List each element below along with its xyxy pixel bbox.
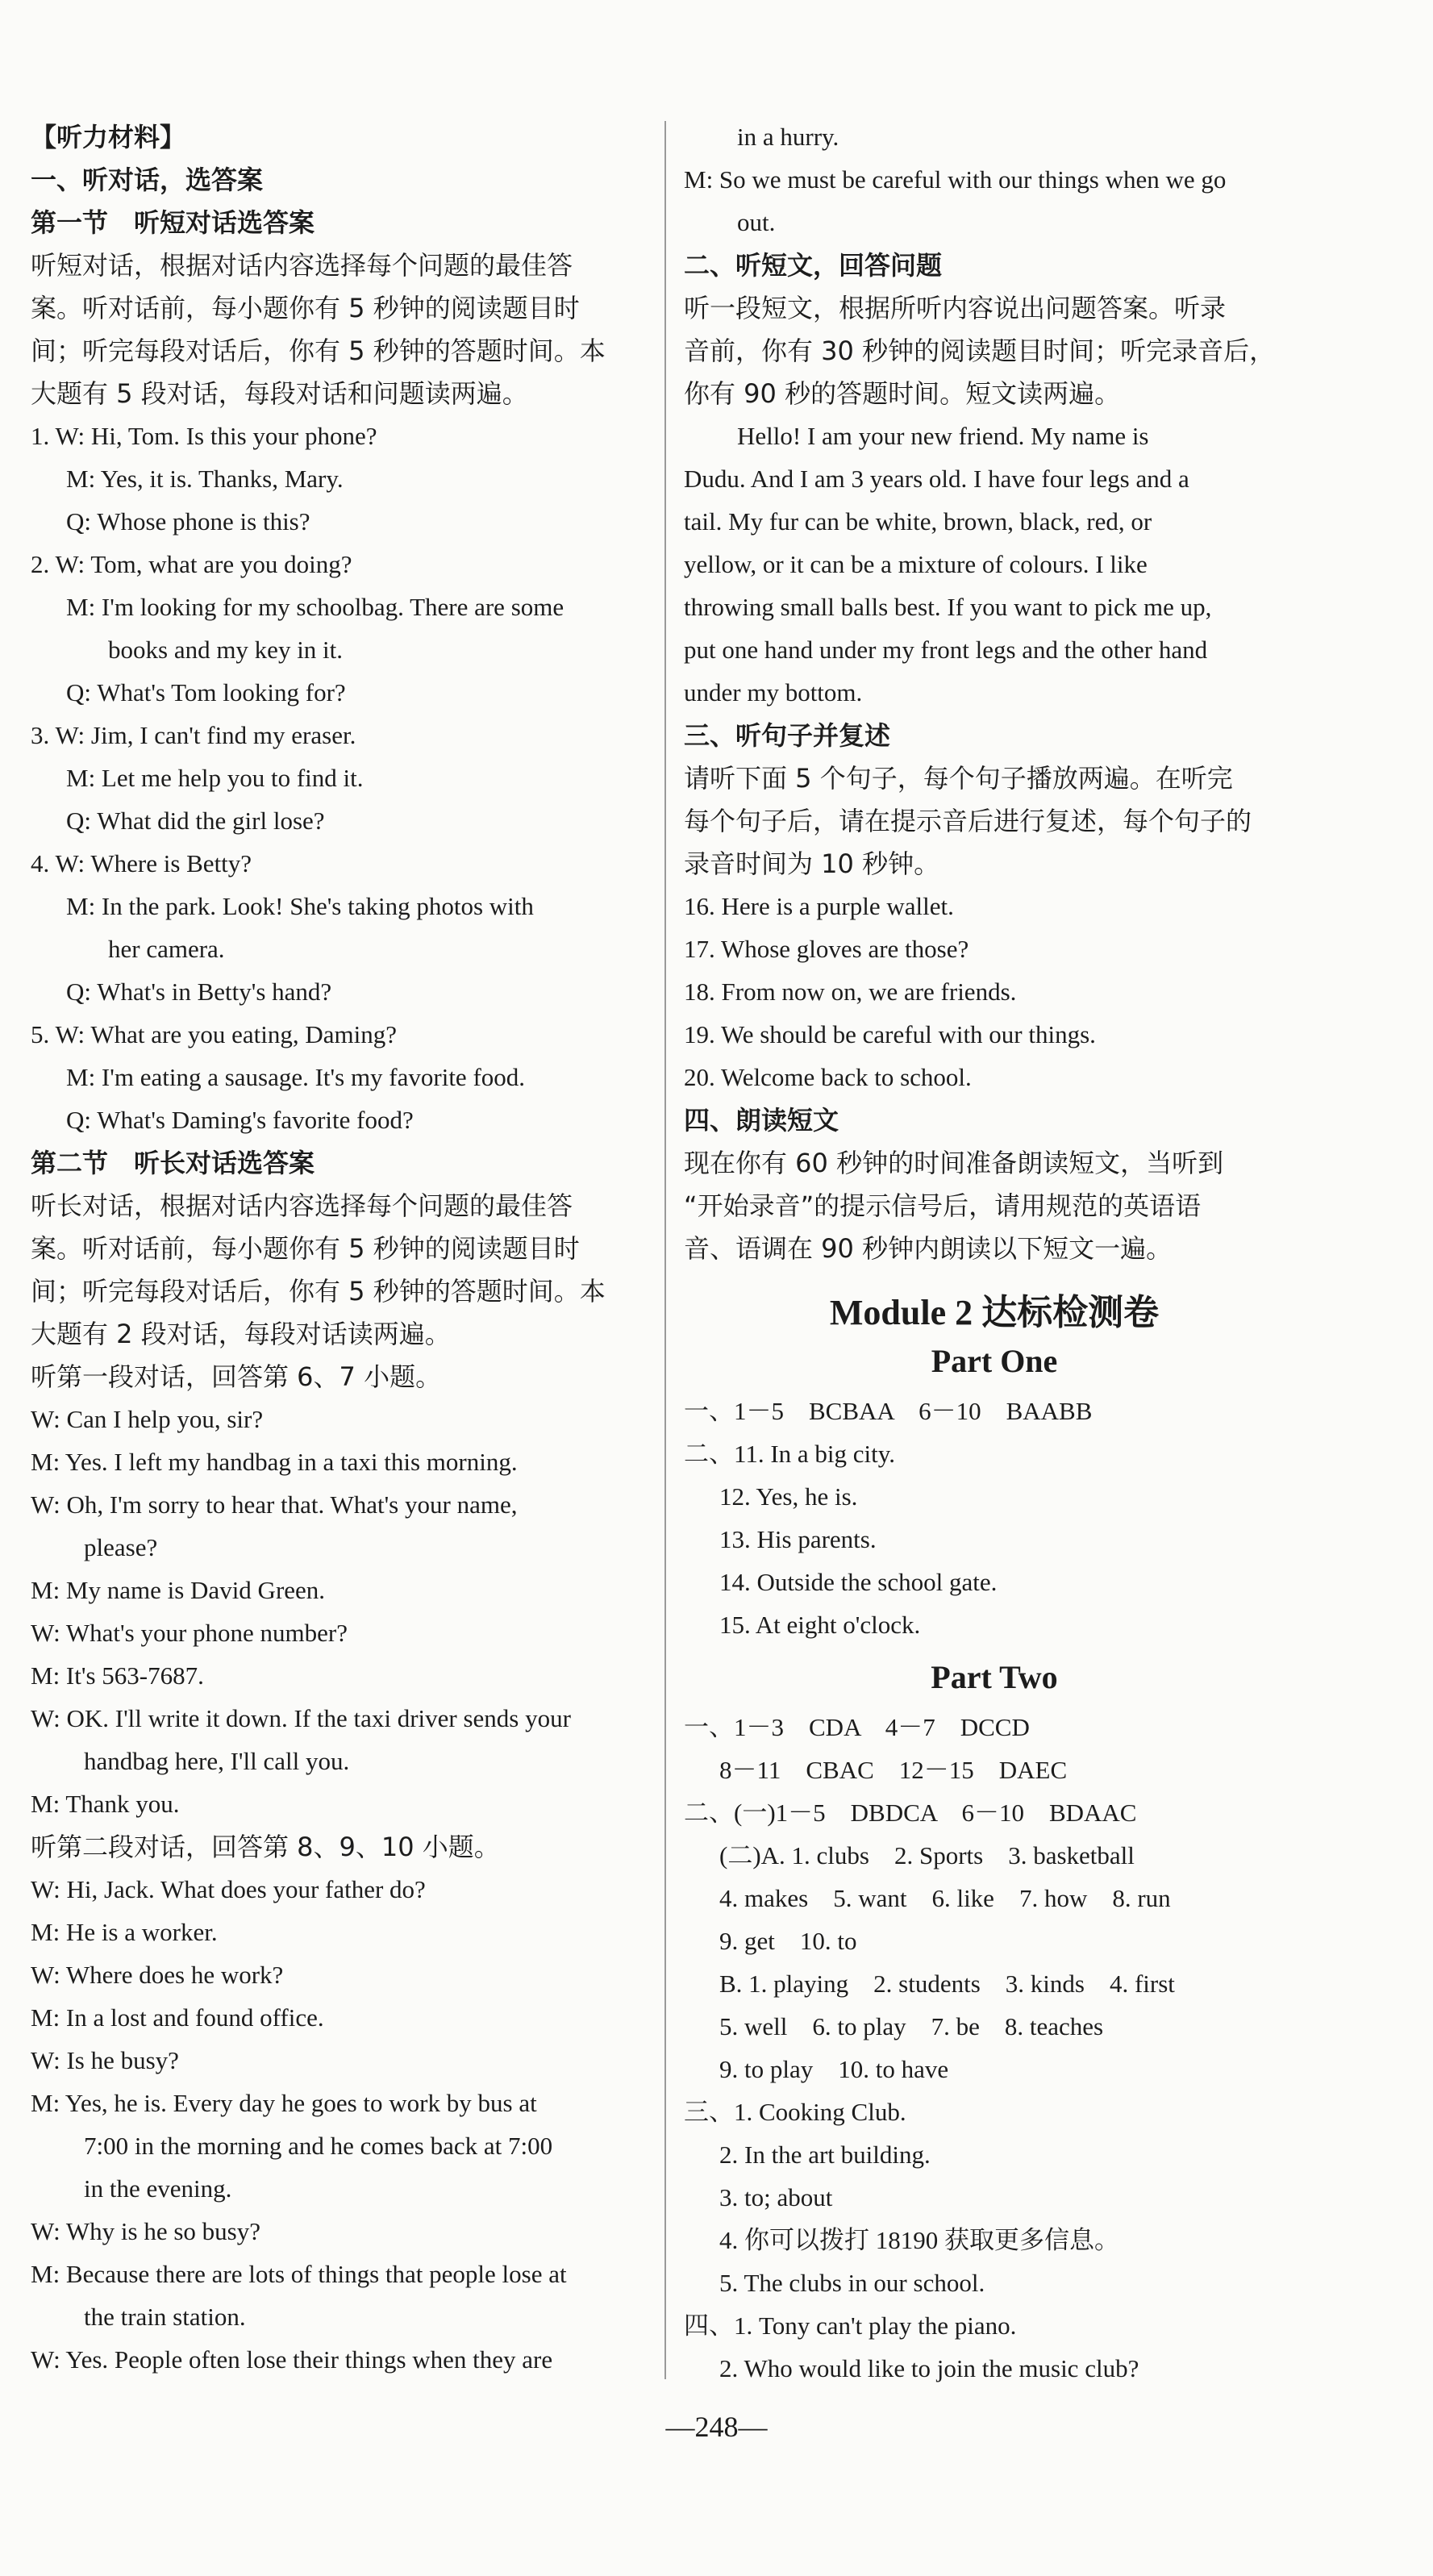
right-text-line: 二、听短文，回答问题 [684,250,943,281]
left-text-line: 听长对话，根据对话内容选择每个问题的最佳答 [31,1190,573,1221]
right-text-line: 4. 你可以拨打 18190 获取更多信息。 [719,2226,1119,2254]
left-text-line: W: Where does he work? [31,1961,284,1989]
right-text-line: in a hurry. [737,123,839,151]
right-text-line: 5. well 6. to play 7. be 8. teaches [719,2012,1104,2040]
left-text-line: handbag here, I'll call you. [84,1747,350,1775]
part-one-heading: Part One [931,1343,1058,1379]
left-text-line: Q: Whose phone is this? [66,507,310,536]
right-text-line: 14. Outside the school gate. [719,1568,998,1596]
right-text-line: 请听下面 5 个句子，每个句子播放两遍。在听完 [684,763,1233,794]
left-text-line: M: Yes. I left my handbag in a taxi this morning. [31,1448,518,1476]
left-text-line: M: Let me help you to find it. [66,764,364,792]
left-text-line: M: He is a worker. [31,1918,218,1946]
left-text-line: M: Yes, it is. Thanks, Mary. [66,465,344,493]
right-text-line: M: So we must be careful with our things when we go [684,165,1227,194]
left-text-line: 第二节 听长对话选答案 [31,1148,315,1178]
left-text-line: M: I'm eating a sausage. It's my favorite food. [66,1063,526,1091]
left-text-line: 听第二段对话，回答第 8、9、10 小题。 [31,1832,500,1862]
left-text-line: M: Because there are lots of things that people lose at [31,2260,567,2288]
right-text-line: 一、1－3 CDA 4－7 DCCD [684,1713,1030,1741]
right-text-line: 3. to; about [719,2183,833,2211]
right-text-line: 二、(一)1－5 DBDCA 6－10 BDAAC [684,1799,1137,1827]
right-text-line: 每个句子后，请在提示音后进行复述，每个句子的 [684,806,1252,836]
right-text-line: B. 1. playing 2. students 3. kinds 4. first [719,1970,1175,1998]
left-text-line: W: What's your phone number? [31,1619,348,1647]
left-text-line: 案。听对话前，每小题你有 5 秒钟的阅读题目时 [31,1233,580,1264]
column-divider [664,121,666,2379]
left-text-line: Q: What's in Betty's hand? [66,977,332,1006]
left-text-line: the train station. [84,2303,246,2331]
right-text-line: 三、1. Cooking Club. [684,2098,906,2126]
right-text-line: 2. Who would like to join the music club? [719,2354,1139,2382]
right-text-line: Dudu. And I am 3 years old. I have four legs and a [684,465,1189,493]
right-text-line: 18. From now on, we are friends. [684,977,1017,1006]
left-text-line: W: Why is he so busy? [31,2217,260,2245]
left-text-line: 1. W: Hi, Tom. Is this your phone? [31,422,377,450]
left-text-line: 一、听对话，选答案 [31,165,264,195]
right-text-line: 二、11. In a big city. [684,1440,896,1468]
left-text-line: 间；听完每段对话后，你有 5 秒钟的答题时间。本 [31,336,606,366]
right-text-line: put one hand under my front legs and the other hand [684,636,1208,664]
right-text-line: “开始录音”的提示信号后，请用规范的英语语 [684,1190,1202,1221]
right-text-line: 17. Whose gloves are those? [684,935,969,963]
left-text-line: 2. W: Tom, what are you doing? [31,550,352,578]
left-text-line: please? [84,1533,158,1561]
left-text-line: 4. W: Where is Betty? [31,849,252,877]
left-text-line: W: Hi, Jack. What does your father do? [31,1875,426,1903]
left-text-line: M: It's 563-7687. [31,1661,204,1690]
left-text-line: in the evening. [84,2174,232,2203]
module-title: Module 2 达标检测卷 [829,1293,1160,1332]
right-text-line: 音、语调在 90 秒钟内朗读以下短文一遍。 [684,1233,1173,1264]
left-text-line: W: Oh, I'm sorry to hear that. What's your name, [31,1490,518,1519]
right-text-line: 9. to play 10. to have [719,2055,949,2083]
left-text-line: M: In the park. Look! She's taking photos with [66,892,534,920]
left-text-line: 【听力材料】 [31,122,186,152]
left-text-line: 听第一段对话，回答第 6、7 小题。 [31,1361,442,1392]
left-text-line: 5. W: What are you eating, Daming? [31,1020,397,1048]
left-text-line: M: In a lost and found office. [31,2003,324,2032]
right-text-line: 音前，你有 30 秒钟的阅读题目时间；听完录音后， [684,336,1276,366]
left-text-line: 案。听对话前，每小题你有 5 秒钟的阅读题目时 [31,293,580,323]
right-text-line: 一、1－5 BCBAA 6－10 BAABB [684,1397,1093,1425]
left-text-line: her camera. [108,935,225,963]
right-text-line: 8－11 CBAC 12－15 DAEC [719,1756,1068,1784]
right-text-line: 19. We should be careful with our things. [684,1020,1096,1048]
right-text-line: 录音时间为 10 秒钟。 [684,848,940,879]
left-text-line: 听短对话，根据对话内容选择每个问题的最佳答 [31,250,573,281]
right-text-line: 2. In the art building. [719,2140,931,2169]
right-text-line: 13. His parents. [719,1525,877,1553]
left-text-line: M: Thank you. [31,1790,180,1818]
left-text-line: Q: What's Daming's favorite food? [66,1106,414,1134]
left-text-line: W: Yes. People often lose their things when they are [31,2345,553,2374]
right-text-line: under my bottom. [684,678,863,707]
left-text-line: 第一节 听短对话选答案 [31,207,315,238]
left-text-line: W: OK. I'll write it down. If the taxi driver sends your [31,1704,571,1732]
left-text-line: 7:00 in the morning and he comes back at 7:00 [84,2132,553,2160]
right-text-line: (二)A. 1. clubs 2. Sports 3. basketball [719,1841,1135,1869]
left-text-line: W: Is he busy? [31,2046,179,2074]
right-text-line: 15. At eight o'clock. [719,1611,921,1639]
right-text-line: tail. My fur can be white, brown, black, red, or [684,507,1152,536]
right-text-line: 9. get 10. to [719,1927,857,1955]
left-text-line: books and my key in it. [108,636,344,664]
right-text-line: Hello! I am your new friend. My name is [737,422,1149,450]
right-text-line: 现在你有 60 秒钟的时间准备朗读短文，当听到 [684,1148,1224,1178]
left-text-line: Q: What did the girl lose? [66,807,325,835]
right-text-line: 4. makes 5. want 6. like 7. how 8. run [719,1884,1171,1912]
left-text-line: M: Yes, he is. Every day he goes to work by bus at [31,2089,537,2117]
right-text-line: out. [737,208,776,236]
left-text-line: 3. W: Jim, I can't find my eraser. [31,721,356,749]
part-two-heading: Part Two [931,1659,1058,1695]
right-text-line: 四、1. Tony can't play the piano. [684,2311,1017,2340]
right-text-line: 20. Welcome back to school. [684,1063,972,1091]
right-text-line: 12. Yes, he is. [719,1482,858,1511]
right-text-line: throwing small balls best. If you want to pick me up, [684,593,1212,621]
right-text-line: 四、朗读短文 [684,1105,839,1136]
right-text-line: yellow, or it can be a mixture of colours. I like [684,550,1148,578]
left-text-line: Q: What's Tom looking for? [66,678,346,707]
right-text-line: 三、听句子并复述 [684,720,891,751]
left-text-line: M: My name is David Green. [31,1576,326,1604]
right-text-line: 5. The clubs in our school. [719,2269,985,2297]
right-text-line: 你有 90 秒的答题时间。短文读两遍。 [684,378,1121,409]
right-text-line: 听一段短文，根据所听内容说出问题答案。听录 [684,293,1227,323]
left-text-line: M: I'm looking for my schoolbag. There are some [66,593,564,621]
left-text-line: 大题有 5 段对话，每段对话和问题读两遍。 [31,378,528,409]
page-number: —248— [665,2411,768,2443]
left-text-line: 间；听完每段对话后，你有 5 秒钟的答题时间。本 [31,1276,606,1307]
left-text-line: 大题有 2 段对话，每段对话读两遍。 [31,1319,451,1349]
left-text-line: W: Can I help you, sir? [31,1405,264,1433]
right-text-line: 16. Here is a purple wallet. [684,892,954,920]
